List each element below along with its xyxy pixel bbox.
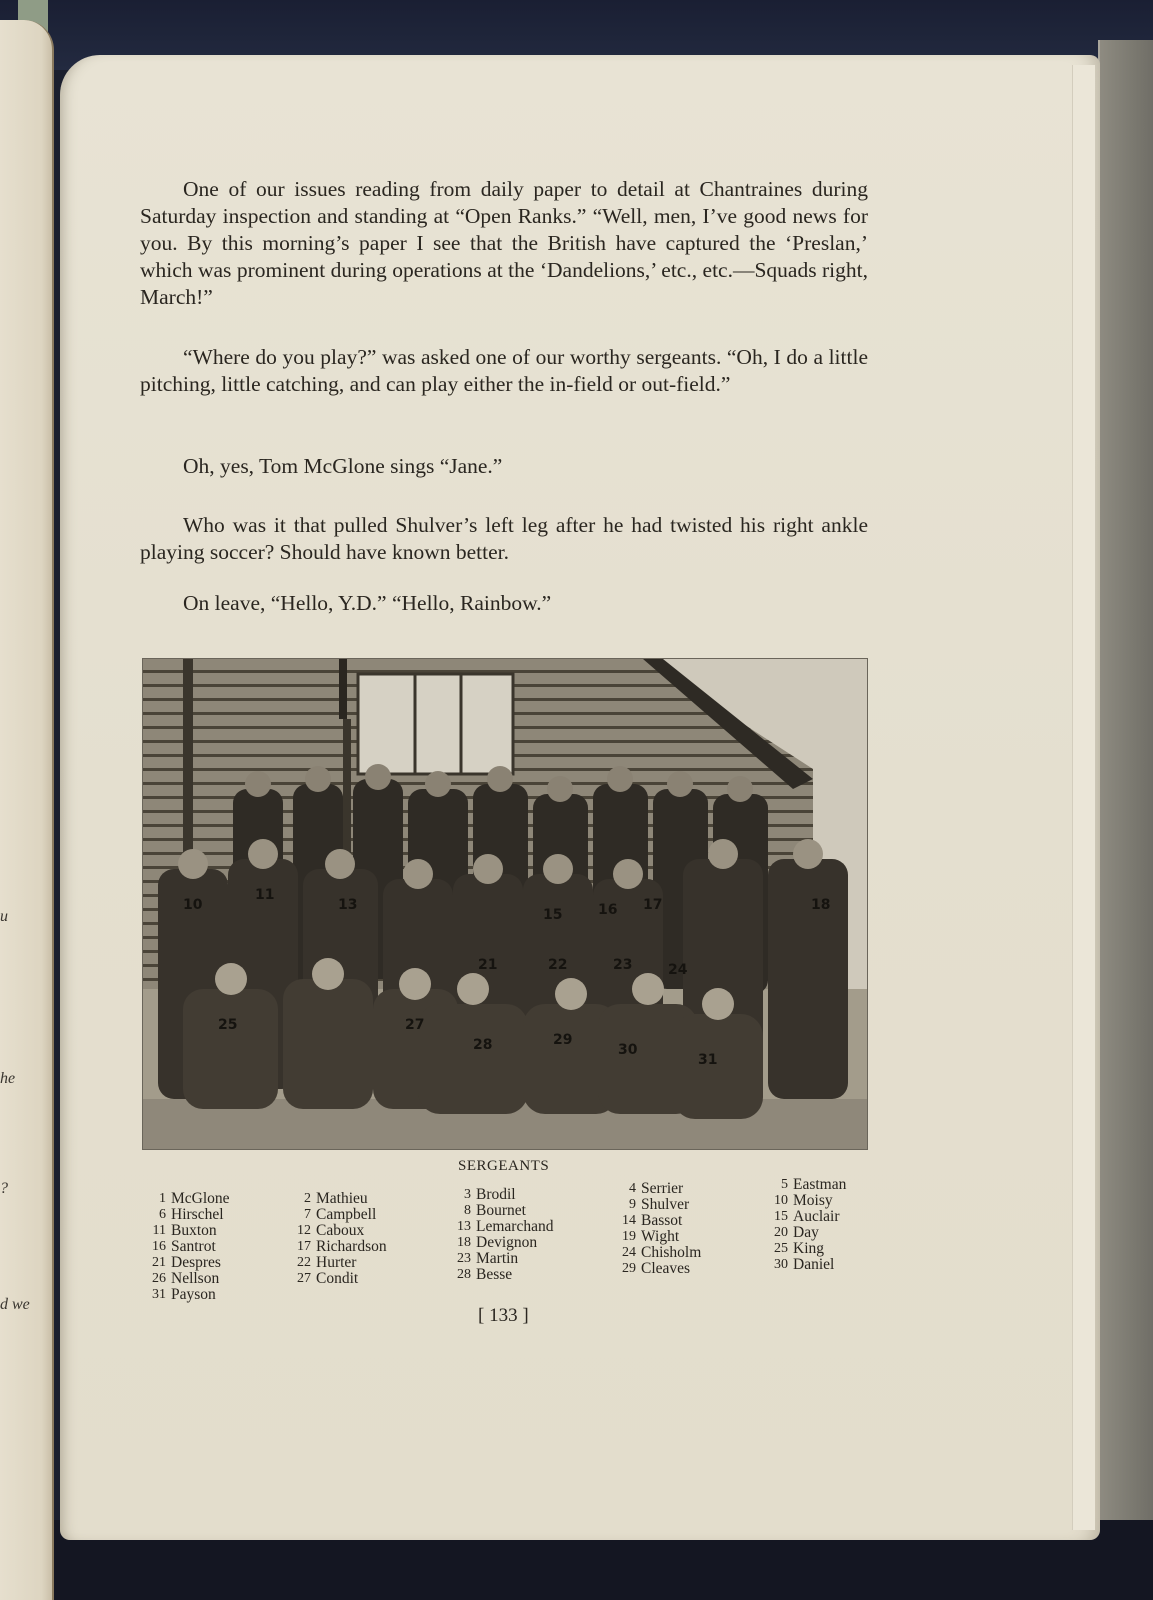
roster-entry	[762, 1241, 846, 1257]
roster-name: Mathieu	[316, 1190, 368, 1207]
roster-entry	[762, 1257, 846, 1273]
roster-number: 7	[304, 1207, 311, 1222]
svg-text:22: 22	[548, 957, 568, 973]
svg-text:29: 29	[553, 1032, 573, 1048]
roster-entry	[610, 1245, 701, 1261]
roster-number: 11	[152, 1223, 166, 1238]
roster-number: 13	[457, 1219, 471, 1234]
roster-name: Campbell	[316, 1206, 377, 1223]
roster-number: 19	[622, 1229, 636, 1244]
roster-entry	[285, 1239, 387, 1255]
svg-text:18: 18	[811, 897, 831, 913]
roster-name: McGlone	[171, 1190, 230, 1207]
roster-entry	[762, 1177, 846, 1193]
roster-number: 15	[774, 1209, 788, 1224]
roster-name: Despres	[171, 1254, 221, 1271]
svg-text:17: 17	[643, 897, 663, 913]
left-page-edge	[0, 20, 54, 1600]
paragraph-on-leave	[140, 590, 868, 617]
roster-number: 30	[774, 1257, 788, 1272]
roster-entry	[762, 1209, 846, 1225]
left-page-text-fragment: ?	[0, 1180, 8, 1197]
roster-column-5	[762, 1177, 846, 1273]
roster-number: 20	[774, 1225, 788, 1240]
roster-column-4	[610, 1181, 701, 1277]
roster-entry	[140, 1271, 230, 1287]
roster-number: 26	[152, 1271, 166, 1286]
paragraph-mcglone	[140, 453, 868, 480]
roster-entry	[285, 1191, 387, 1207]
roster-entry	[610, 1261, 701, 1277]
roster-name: Bournet	[476, 1202, 526, 1219]
roster-number: 8	[464, 1203, 471, 1218]
roster-entry	[762, 1193, 846, 1209]
roster-name: Auclair	[793, 1208, 840, 1225]
roster-number: 3	[464, 1187, 471, 1202]
roster-name: Eastman	[793, 1176, 847, 1193]
roster-number: 6	[159, 1207, 166, 1222]
roster-name: Santrot	[171, 1238, 216, 1255]
roster-name: Daniel	[793, 1256, 835, 1273]
roster-entry	[610, 1197, 701, 1213]
roster-entry	[285, 1271, 387, 1287]
paragraph-where-do-you-play	[140, 344, 868, 398]
svg-text:27: 27	[405, 1017, 425, 1033]
roster-name: Martin	[476, 1250, 519, 1267]
roster-name: Wight	[641, 1228, 680, 1245]
paragraph-text: One of our issues reading from daily paper to detail at Chantraines during Saturday inspection and standing at “Open Ranks.” “Well, men, I’ve good news for you. By this morning’s paper I see that the British have captured the ‘Preslan,’ which was prominent during operations at the ‘Dandelions,’ etc., etc.—Squads right, March!”	[140, 177, 868, 309]
roster-name: Nellson	[171, 1270, 220, 1287]
sergeants-group-photo	[142, 658, 868, 1150]
svg-text:24: 24	[668, 962, 688, 978]
roster-number: 14	[622, 1213, 636, 1228]
roster-name: Shulver	[641, 1196, 690, 1213]
roster-entry	[445, 1187, 553, 1203]
roster-name: Moisy	[793, 1192, 833, 1209]
roster-entry	[285, 1223, 387, 1239]
roster-number: 25	[774, 1241, 788, 1256]
roster-number: 16	[152, 1239, 166, 1254]
roster-number: 27	[297, 1271, 311, 1286]
roster-name: Payson	[171, 1286, 216, 1303]
roster-number: 28	[457, 1267, 471, 1282]
roster-number: 10	[774, 1193, 788, 1208]
paragraph-text: Who was it that pulled Shulver’s left leg after he had twisted his right ankle playing soccer? Should have known better.	[140, 513, 868, 564]
roster-entry	[610, 1229, 701, 1245]
roster-name: Brodil	[476, 1186, 516, 1203]
roster-number: 22	[297, 1255, 311, 1270]
roster-name: Hurter	[316, 1254, 357, 1271]
roster-name: Devignon	[476, 1234, 538, 1251]
roster-entry	[285, 1207, 387, 1223]
roster-number: 1	[159, 1191, 166, 1206]
roster-entry	[762, 1225, 846, 1241]
svg-text:30: 30	[618, 1042, 638, 1058]
svg-text:31: 31	[698, 1052, 718, 1068]
roster-entry	[610, 1213, 701, 1229]
photo-caption-title: SERGEANTS	[458, 1158, 550, 1174]
paragraph-text: “Where do you play?” was asked one of our worthy sergeants. “Oh, I do a little pitching, little catching, and can play either the in-field or out-field.”	[140, 345, 868, 396]
svg-text:13: 13	[338, 897, 358, 913]
roster-entry	[140, 1239, 230, 1255]
svg-text:15: 15	[543, 907, 563, 923]
roster-name: Chisholm	[641, 1244, 702, 1261]
roster-column-2	[285, 1191, 387, 1287]
roster-number: 17	[297, 1239, 311, 1254]
paragraph-shulver	[140, 512, 868, 566]
roster-entry	[285, 1255, 387, 1271]
roster-name: Condit	[316, 1270, 359, 1287]
roster-number: 2	[304, 1191, 311, 1206]
roster-number: 29	[622, 1261, 636, 1276]
roster-column-3	[445, 1187, 553, 1283]
roster-number: 12	[297, 1223, 311, 1238]
left-page-text-fragment: d we	[0, 1296, 30, 1313]
roster-number: 24	[622, 1245, 636, 1260]
roster-name: Bassot	[641, 1212, 683, 1229]
roster-number: 18	[457, 1235, 471, 1250]
svg-text:11: 11	[255, 887, 275, 903]
page-number: [ 133 ]	[478, 1305, 529, 1326]
paragraph-text: Oh, yes, Tom McGlone sings “Jane.”	[183, 454, 503, 478]
svg-text:16: 16	[598, 902, 618, 918]
roster-name: Lemarchand	[476, 1218, 554, 1235]
roster-entry	[140, 1255, 230, 1271]
roster-name: Cleaves	[641, 1260, 691, 1277]
roster-entry	[610, 1181, 701, 1197]
paragraph-inspection	[140, 176, 868, 311]
roster-name: Day	[793, 1224, 819, 1241]
roster-entry	[140, 1207, 230, 1223]
svg-text:10: 10	[183, 897, 203, 913]
roster-column-1	[140, 1191, 230, 1303]
left-page-text-fragment: he	[0, 1070, 16, 1087]
roster-number: 4	[629, 1181, 636, 1196]
roster-entry	[445, 1235, 553, 1251]
roster-number: 21	[152, 1255, 166, 1270]
roster-name: Serrier	[641, 1180, 684, 1197]
roster-entry	[445, 1203, 553, 1219]
photo-illustration	[143, 659, 867, 1149]
paragraph-text: On leave, “Hello, Y.D.” “Hello, Rainbow.”	[183, 591, 552, 615]
svg-text:21: 21	[478, 957, 498, 973]
roster-entry	[445, 1219, 553, 1235]
left-page-text-fragment: u	[0, 908, 8, 925]
book-cover-edge	[1098, 40, 1153, 1520]
roster-number: 5	[781, 1177, 788, 1192]
roster-name: Caboux	[316, 1222, 365, 1239]
roster-entry	[445, 1267, 553, 1283]
roster-entry	[140, 1287, 230, 1303]
roster-entry	[140, 1223, 230, 1239]
roster-number: 31	[152, 1287, 166, 1302]
roster-name: Besse	[476, 1266, 513, 1283]
roster-name: Buxton	[171, 1222, 217, 1239]
roster-name: Hirschel	[171, 1206, 224, 1223]
page-stack-edge	[1072, 65, 1095, 1530]
roster-name: Richardson	[316, 1238, 387, 1255]
svg-text:25: 25	[218, 1017, 238, 1033]
roster-entry	[445, 1251, 553, 1267]
roster-entry	[140, 1191, 230, 1207]
svg-text:23: 23	[613, 957, 633, 973]
roster-number: 9	[629, 1197, 636, 1212]
roster-number: 23	[457, 1251, 471, 1266]
roster-name: King	[793, 1240, 824, 1257]
svg-text:28: 28	[473, 1037, 493, 1053]
